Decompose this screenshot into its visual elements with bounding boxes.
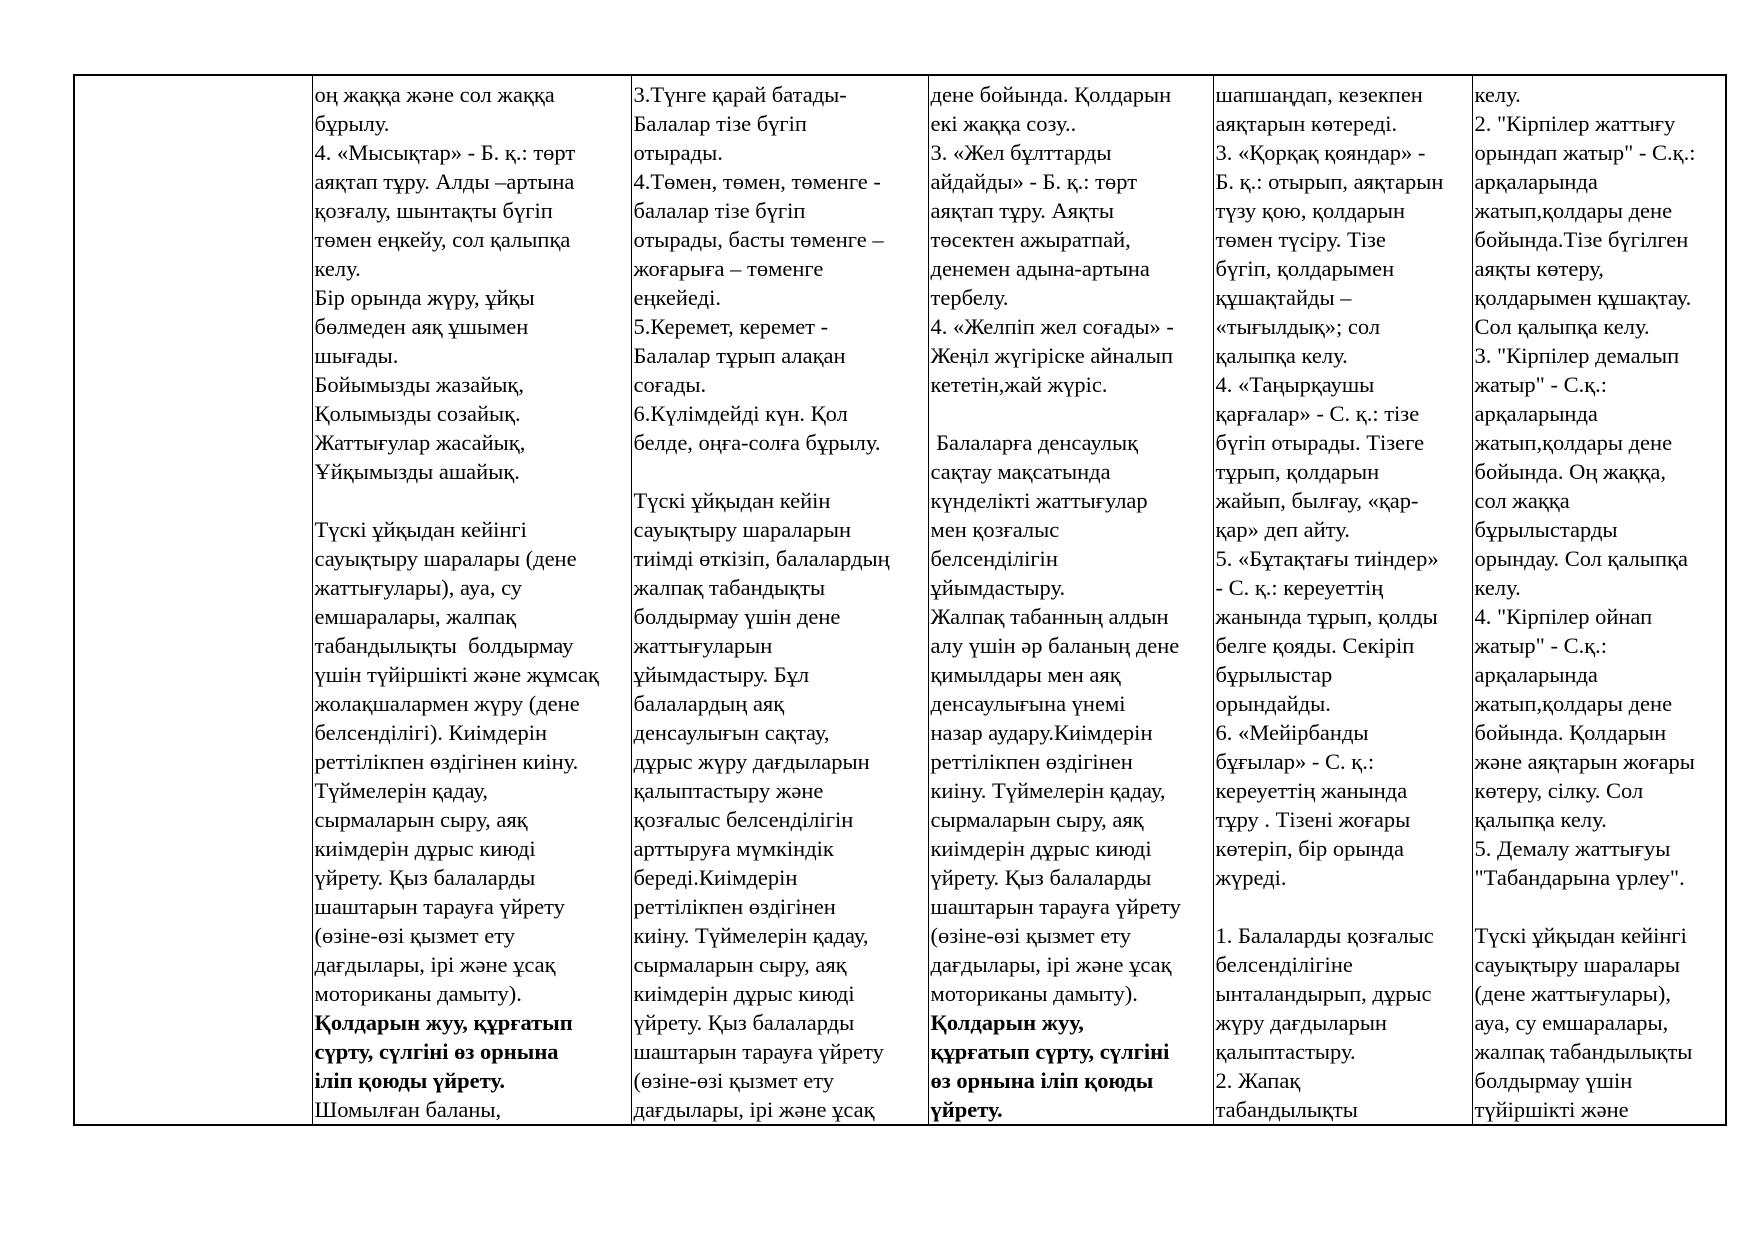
cell-text-line: екі жаққа созу.. — [930, 111, 1077, 136]
cell-text-line: Ұйқымызды ашайық. — [314, 459, 520, 484]
cell-text-line: отырады. — [633, 140, 723, 165]
cell-text-line: табандылықты — [1215, 1097, 1358, 1122]
cell-text-line: денемен адына-артына — [930, 256, 1150, 281]
cell-text-line: киімдерін дұрыс киюді — [633, 981, 855, 1006]
cell-text-line: бұрылыстар — [1215, 662, 1333, 687]
cell-text-line: белге қояды. Секіріп — [1215, 633, 1415, 658]
cell-text-line: табандылықты болдырмау — [314, 633, 574, 658]
cell-text-line: орындап жатыр" - С.қ.: — [1474, 140, 1696, 165]
cell-text-line: қалыпқа келу. — [1474, 807, 1607, 832]
cell-text-line: жатыр" - С.қ.: — [1474, 372, 1608, 397]
daily-plan-table — [73, 74, 1727, 1126]
cell-text-line: бұрылу. — [314, 111, 390, 136]
cell-text-line: 5.Керемет, керемет - — [633, 314, 829, 339]
cell-text-line: Қолымызды созайық. — [314, 401, 521, 426]
cell-text-line: жатып,қолдары дене — [1474, 198, 1673, 223]
cell-text-line: кереуеттің жанында — [1215, 778, 1408, 803]
cell-text-line: орындау. Сол қалыпқа — [1474, 546, 1688, 571]
cell-text-line: сырмаларын сыру, аяқ — [930, 807, 1144, 832]
cell-text-line: сауықтыру шаралары (дене — [314, 546, 577, 571]
cell-text-line: дағдылары, ірі және ұсақ — [930, 952, 1172, 977]
cell-text-line: қимылдары мен аяқ — [930, 662, 1121, 687]
cell-text-line: ынталандырып, дұрыс — [1215, 981, 1432, 1006]
cell-text-line: ұйымдастыру. — [930, 575, 1066, 600]
cell-text-line: сауықтыру шаралары — [1474, 952, 1681, 977]
cell-text-line: дұрыс жүру дағдыларын — [633, 749, 870, 774]
table-cell-wednesday — [928, 75, 1213, 1125]
cell-text-line: Бір орында жүру, ұйқы — [314, 285, 535, 310]
cell-text-line: киімдерін дұрыс киюді — [930, 836, 1152, 861]
cell-text-line: денсаулығын сақтау, — [633, 720, 830, 745]
cell-text-line: Б. қ.: отырып, аяқтарын — [1215, 169, 1444, 194]
cell-text-line: Қолдарын жуу, — [930, 1010, 1084, 1035]
cell-text-line: үйрету. — [930, 1097, 1003, 1122]
cell-text-line: шаштарын тарауға үйрету — [930, 894, 1181, 919]
cell-text-line: - С. қ.: кереуеттің — [1215, 575, 1384, 600]
cell-text-line: бұғылар» - С. қ.: — [1215, 749, 1375, 774]
cell-text-line — [931, 399, 1213, 428]
cell-text-line: назар аудару.Киімдерін — [930, 720, 1153, 745]
cell-text-line: еңкейеді. — [633, 285, 721, 310]
cell-text-line: шығады. — [314, 343, 399, 368]
cell-text-line: белсенділігі). Киімдерін — [314, 720, 548, 745]
cell-text-line: жайып, былғау, «қар- — [1215, 488, 1419, 513]
cell-text-line: (дене жаттығулары), — [1474, 981, 1672, 1006]
table-cell-tuesday — [631, 75, 928, 1125]
cell-text-line — [315, 486, 631, 515]
table-cell-thursday — [1213, 75, 1472, 1125]
cell-text-line: үйрету. Қыз балаларды — [314, 865, 536, 890]
row-header-cell — [74, 75, 312, 1125]
cell-text-line: Балаларға денсаулық — [930, 430, 1139, 455]
cell-text-line: келу. — [1474, 82, 1521, 107]
cell-text-line: іліп қоюды үйрету. — [314, 1068, 506, 1093]
cell-text-line: реттілікпен өздігінен — [930, 749, 1133, 774]
cell-text-line: Жалпақ табанның алдын — [930, 604, 1169, 629]
cell-text-line: Шомылған баланы, — [314, 1097, 502, 1122]
cell-text-line: болдырмау үшін — [1474, 1068, 1633, 1093]
cell-text-line: 6. «Мейірбанды — [1215, 720, 1369, 745]
cell-text-line: келу. — [314, 256, 361, 281]
cell-text-line: 6.Күлімдейді күн. Қол — [633, 401, 848, 426]
cell-text-line: шаштарын тарауға үйрету — [314, 894, 565, 919]
cell-text-line: аяқтап тұру. Алды –артына — [314, 169, 575, 194]
cell-text-line: жалпақ табандықты — [633, 575, 826, 600]
cell-text-line: киіну. Түймелерін қадау, — [930, 778, 1166, 803]
cell-text-line: Жеңіл жүгіріске айналып — [930, 343, 1174, 368]
cell-text-line: балалар тізе бүгіп — [633, 198, 806, 223]
cell-text-line: моториканы дамыту). — [930, 981, 1138, 1006]
cell-text-line: белде, оңға-солға бұрылу. — [633, 430, 881, 455]
cell-text-line: қалыптастыру және — [633, 778, 824, 803]
cell-text-line: шапшаңдап, кезекпен — [1215, 82, 1423, 107]
cell-text-line: және аяқтарын жоғары — [1474, 749, 1695, 774]
cell-text-line: жаттығуларын — [633, 633, 773, 658]
cell-text-line: болдырмау үшін дене — [633, 604, 841, 629]
cell-text-line: тербелу. — [930, 285, 1009, 310]
cell-text-line: (өзіне-өзі қызмет ету — [930, 923, 1131, 948]
cell-text-line: (өзіне-өзі қызмет ету — [314, 923, 515, 948]
cell-text-line: бүгіп, қолдарымен — [1215, 256, 1395, 281]
cell-text-line: Сол қалыпқа келу. — [1474, 314, 1650, 339]
cell-text-line: ұйымдастыру. Бұл — [633, 662, 810, 687]
cell-text-line: құрғатып сүрту, сүлгіні — [930, 1039, 1170, 1064]
cell-text-line: үйрету. Қыз балаларды — [930, 865, 1152, 890]
cell-text-line: түзу қою, қолдарын — [1215, 198, 1406, 223]
cell-text-line: қар» деп айту. — [1215, 517, 1350, 542]
cell-text-line — [1216, 892, 1472, 921]
cell-text-line: "Табандарына үрлеу". — [1474, 865, 1685, 890]
cell-text-line: бойында. Оң жаққа, — [1474, 459, 1667, 484]
cell-text-line: денсаулығына үнемі — [930, 691, 1126, 716]
table-row — [74, 75, 1726, 1125]
cell-text-line: дене бойында. Қолдарын — [930, 82, 1172, 107]
cell-text-line: төсектен ажыратпай, — [930, 227, 1131, 252]
cell-text-line: (өзіне-өзі қызмет ету — [633, 1068, 834, 1093]
cell-text-line: сүрту, сүлгіні өз орнына — [314, 1039, 559, 1064]
cell-text-line: тұрып, қолдарын — [1215, 459, 1380, 484]
cell-text-line: бөлмеден аяқ ұшымен — [314, 314, 529, 339]
cell-text-line: арттыруға мүмкіндік — [633, 836, 834, 861]
cell-text-line: жатып,қолдары дене — [1474, 691, 1673, 716]
cell-text-line: жүру дағдыларын — [1215, 1010, 1387, 1035]
cell-text-line: 2. "Кірпілер жаттығу — [1474, 111, 1676, 136]
cell-text-line: жатыр" - С.қ.: — [1474, 633, 1608, 658]
cell-text-line: айдайды» - Б. қ.: төрт — [930, 169, 1138, 194]
cell-text-line: 3. "Кірпілер демалып — [1474, 343, 1680, 368]
cell-text-line: береді.Киімдерін — [633, 865, 798, 890]
cell-text-line: 3. «Қорқақ қояндар» - — [1215, 140, 1426, 165]
cell-text-line: Балалар тұрып алақан — [633, 343, 846, 368]
cell-text-line: 3. «Жел бұлттарды — [930, 140, 1112, 165]
cell-text-line: қалыпқа келу. — [1215, 343, 1348, 368]
cell-text-line: төмен еңкейу, сол қалыпқа — [314, 227, 571, 252]
cell-text-line: жанында тұрып, қолды — [1215, 604, 1438, 629]
cell-text-line: реттілікпен өздігінен — [633, 894, 836, 919]
cell-text-line: белсенділігіне — [1215, 952, 1353, 977]
cell-text-line: кететін,жай жүріс. — [930, 372, 1108, 397]
cell-text-line: арқаларында — [1474, 401, 1598, 426]
cell-text-line: жалпақ табандылықты — [1474, 1039, 1693, 1064]
cell-text-line: орындайды. — [1215, 691, 1331, 716]
cell-text-line: Түскі ұйқыдан кейінгі — [314, 517, 527, 542]
cell-text-line: киімдерін дұрыс киюді — [314, 836, 536, 861]
cell-text-line: сол жаққа — [1474, 488, 1570, 513]
cell-text-line: дағдылары, ірі және ұсақ — [633, 1097, 875, 1122]
cell-text-line: белсенділігін — [930, 546, 1058, 571]
cell-text-line: 4.Төмен, төмен, төменге - — [633, 169, 881, 194]
cell-text-line: реттілікпен өздігінен киіну. — [314, 749, 579, 774]
cell-text-line: қалыптастыру. — [1215, 1039, 1356, 1064]
cell-text-line: жаттығулары), ауа, су — [314, 575, 523, 600]
cell-text-line — [634, 457, 928, 486]
cell-text-line: 4. «Желпіп жел соғады» - — [930, 314, 1174, 339]
cell-text-line: аяқтап тұру. Аяқты — [930, 198, 1114, 223]
cell-text-line: жатып,қолдары дене — [1474, 430, 1673, 455]
cell-text-line: құшақтайды – — [1215, 285, 1352, 310]
cell-text-line: «тығылдық»; сол — [1215, 314, 1381, 339]
cell-text-line: дағдылары, ірі және ұсақ — [314, 952, 556, 977]
table-cell-monday — [312, 75, 631, 1125]
cell-text-line: түйіршікті және — [1474, 1097, 1629, 1122]
cell-text-line: ауа, су емшаралары, — [1474, 1010, 1669, 1035]
cell-text-line: алу үшін әр баланың дене — [930, 633, 1180, 658]
cell-text-line — [1475, 892, 1726, 921]
cell-text-line: 2. Жапақ — [1215, 1068, 1301, 1093]
cell-text-line: Балалар тізе бүгіп — [633, 111, 807, 136]
cell-text-line: аяқты көтеру, — [1474, 256, 1604, 281]
table-cell-friday — [1472, 75, 1726, 1125]
cell-text-line: Қолдарын жуу, құрғатып — [314, 1010, 573, 1035]
cell-text-line: 5. «Бұтақтағы тиіндер» — [1215, 546, 1439, 571]
cell-text-line: қозғалу, шынтақты бүгіп — [314, 198, 553, 223]
cell-text-line: 4. «Мысықтар» - Б. қ.: төрт — [314, 140, 576, 165]
cell-text-line: мен қозғалыс — [930, 517, 1060, 542]
cell-text-line: жоғарыға – төменге — [633, 256, 824, 281]
cell-text-line: емшаралары, жалпақ — [314, 604, 517, 629]
cell-text-line: 1. Балаларды қозғалыс — [1215, 923, 1434, 948]
cell-text-line: қарғалар» - С. қ.: тізе — [1215, 401, 1420, 426]
cell-text-line: 5. Демалу жаттығуы — [1474, 836, 1671, 861]
cell-text-line: арқаларында — [1474, 169, 1598, 194]
cell-text-line: көтеру, сілку. Сол — [1474, 778, 1644, 803]
cell-text-line: 3.Түнге қарай батады- — [633, 82, 847, 107]
cell-text-line: оң жаққа және сол жаққа — [314, 82, 555, 107]
cell-text-line: 4. "Кірпілер ойнап — [1474, 604, 1653, 629]
cell-text-line: бұрылыстарды — [1474, 517, 1618, 542]
cell-text-line: Түймелерін қадау, — [314, 778, 488, 803]
cell-text-line: үшін түйіршікті және жұмсақ — [314, 662, 599, 687]
cell-text-line: сырмаларын сыру, аяқ — [314, 807, 528, 832]
cell-text-line: сырмаларын сыру, аяқ — [633, 952, 847, 977]
cell-text-line: бүгіп отырады. Тізеге — [1215, 430, 1425, 455]
cell-text-line: тұру . Тізені жоғары — [1215, 807, 1411, 832]
cell-text-line: сақтау мақсатында — [930, 459, 1111, 484]
cell-text-line: киіну. Түймелерін қадау, — [633, 923, 869, 948]
cell-text-line: Жаттығулар жасайық, — [314, 430, 526, 455]
cell-text-line: жүреді. — [1215, 865, 1287, 890]
cell-text-line: Бойымызды жазайық, — [314, 372, 524, 397]
cell-text-line: қолдарымен құшақтау. — [1474, 285, 1692, 310]
cell-text-line: бойында. Қолдарын — [1474, 720, 1667, 745]
cell-text-line: отырады, басты төменге – — [633, 227, 884, 252]
cell-text-line: 4. «Таңырқаушы — [1215, 372, 1375, 397]
cell-text-line: көтеріп, бір орында — [1215, 836, 1404, 861]
cell-text-line: жолақшалармен жүру (дене — [314, 691, 580, 716]
cell-text-line: аяқтарын көтереді. — [1215, 111, 1398, 136]
cell-text-line: соғады. — [633, 372, 707, 397]
cell-text-line: Түскі ұйқыдан кейін — [633, 488, 831, 513]
cell-text-line: сауықтыру шараларын — [633, 517, 852, 542]
cell-text-line: балалардың аяқ — [633, 691, 785, 716]
cell-text-line: үйрету. Қыз балаларды — [633, 1010, 855, 1035]
cell-text-line: келу. — [1474, 575, 1521, 600]
cell-text-line: тиімді өткізіп, балалардың — [633, 546, 890, 571]
cell-text-line: моториканы дамыту). — [314, 981, 522, 1006]
cell-text-line: қозғалыс белсенділігін — [633, 807, 854, 832]
cell-text-line: шаштарын тарауға үйрету — [633, 1039, 884, 1064]
cell-text-line: төмен түсіру. Тізе — [1215, 227, 1386, 252]
cell-text-line: өз орнына іліп қоюды — [930, 1068, 1154, 1093]
cell-text-line: Түскі ұйқыдан кейінгі — [1474, 923, 1687, 948]
cell-text-line: арқаларында — [1474, 662, 1598, 687]
cell-text-line: күнделікті жаттығулар — [930, 488, 1148, 513]
cell-text-line: бойында.Тізе бүгілген — [1474, 227, 1689, 252]
